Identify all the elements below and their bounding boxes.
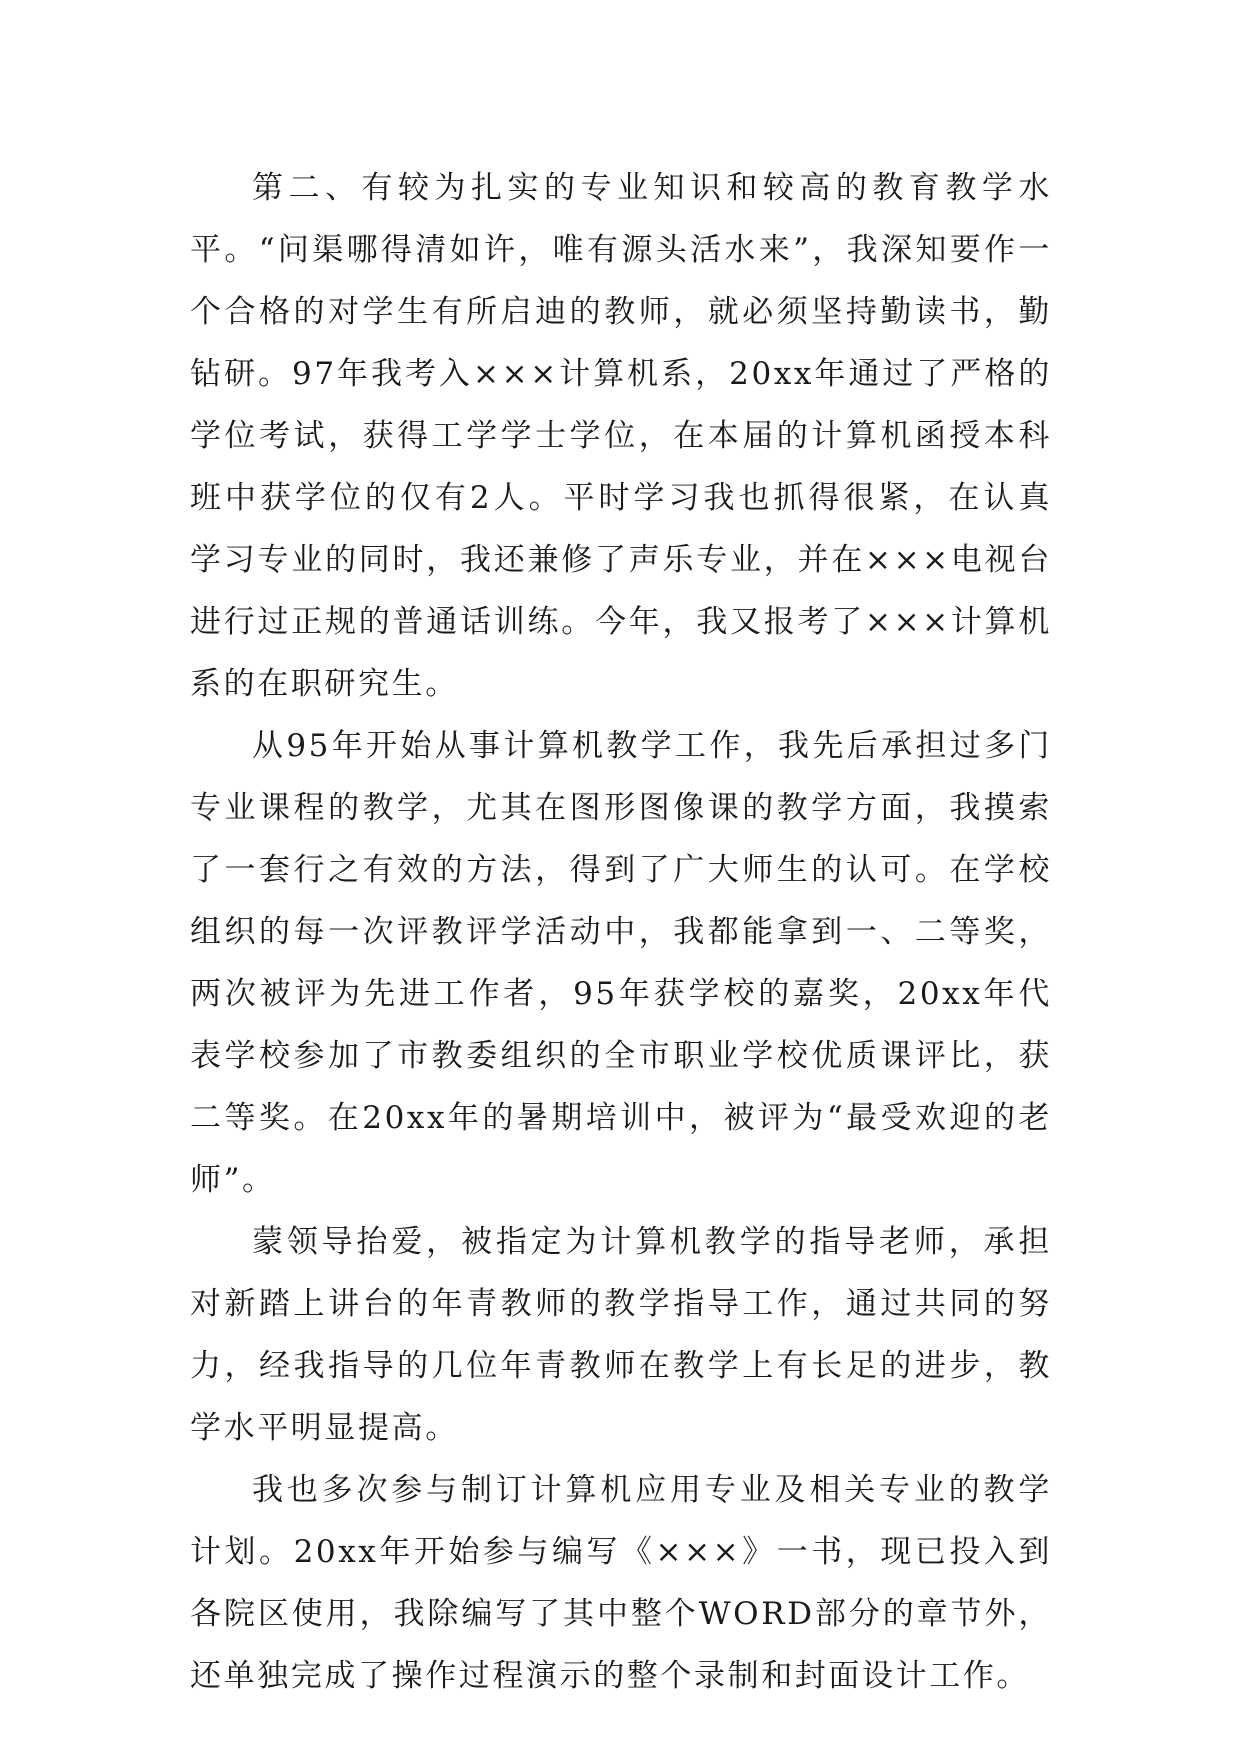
paragraph-education: 第二、有较为扎实的专业知识和较高的教育教学水平。“问渠哪得清如许，唯有源头活水来”，我深知要作一个合格的对学生有所启迪的教师，就必须坚持勤读书，勤钻研。97年我考入×××计算机系，20xx年通过了严格的学位考试，获得工学学士学位，在本届的计算机函授本科班中获学位的仅有2人。平时学习我也抓得很紧，在认真学习专业的同时，我还兼修了声乐专业，并在×××电视台进行过正规的普通话训练。今年，我又报考了×××计算机系的在职研究生。 [190, 170, 1052, 702]
paragraph-curriculum: 我也多次参与制订计算机应用专业及相关专业的教学计划。20xx年开始参与编写《×××》一书，现已投入到各院区使用，我除编写了其中整个WORD部分的章节外，还单独完成了操作过程演示的整个录制和封面设计工作。 [190, 1472, 1052, 1694]
paragraph-mentoring: 蒙领导抬爱，被指定为计算机教学的指导老师，承担对新踏上讲台的年青教师的教学指导工作，通过共同的努力，经我指导的几位年青教师在教学上有长足的进步，教学水平明显提高。 [190, 1224, 1052, 1446]
document-body [190, 157, 1052, 1707]
paragraph-teaching: 从95年开始从事计算机教学工作，我先后承担过多门专业课程的教学，尤其在图形图像课的教学方面，我摸索了一套行之有效的方法，得到了广大师生的认可。在学校组织的每一次评教评学活动中，我都能拿到一、二等奖，两次被评为先进工作者，95年获学校的嘉奖，20xx年代表学校参加了市教委组织的全市职业学校优质课评比，获二等奖。在20xx年的暑期培训中，被评为“最受欢迎的老师”。 [190, 728, 1052, 1198]
